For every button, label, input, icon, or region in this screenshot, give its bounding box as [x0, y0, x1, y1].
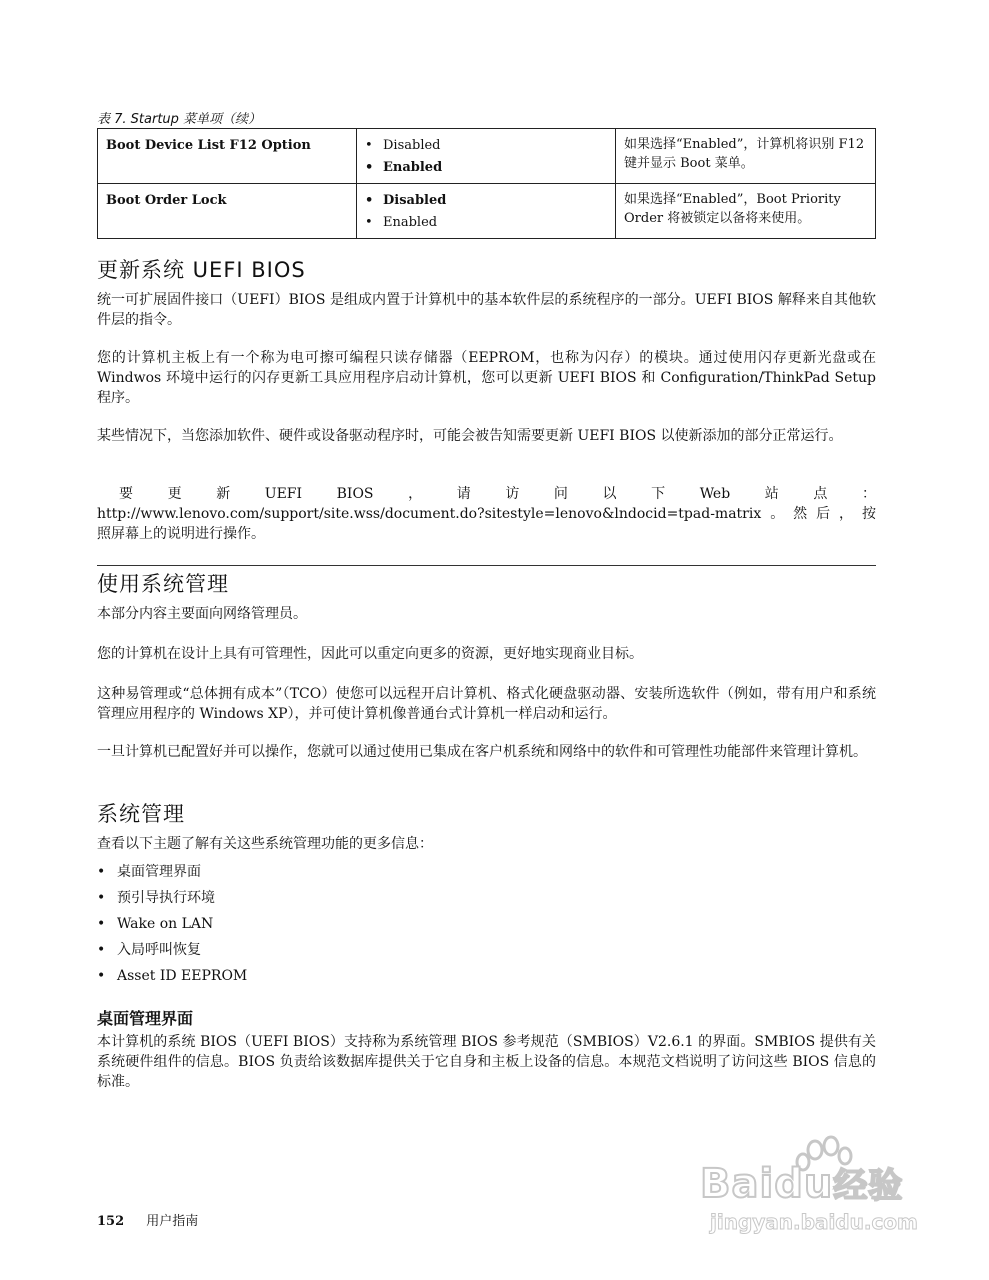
bullet-icon: •: [97, 942, 106, 958]
section-title-sysmgmt: 系统管理: [97, 802, 185, 826]
paragraph: 查看以下主题了解有关这些系统管理功能的更多信息：: [97, 836, 433, 852]
justified-line: http://www.lenovo.com/support/site.wss/document.do?sitestyle=lenovo&lndocid=tpad-matrix 。 然 后 ， 按: [97, 506, 876, 522]
topic-list: [97, 862, 247, 992]
section-title-manage: 使用系统管理: [97, 572, 229, 596]
support-url[interactable]: http://www.lenovo.com/support/site.wss/document.do?sitestyle=lenovo&lndocid=tpad-matrix: [97, 506, 762, 522]
setting-description: 如果选择“Enabled”，Boot Priority Order 将被锁定以备将来使用。: [616, 184, 876, 239]
paragraph: 本计算机的系统 BIOS（UEFI BIOS）支持称为系统管理 BIOS 参考规范（SMBIOS）V2.6.1 的界面。SMBIOS 提供有关系统硬件组件的信息。BIOS 负责给该数据库提供关于它自身和主板上设备的信息。本规范文档说明了访问这些 BIOS 信息的标准。: [97, 1034, 876, 1090]
paragraph: 本部分内容主要面向网络管理员。: [97, 606, 307, 622]
list-item[interactable]: • 入局呼叫恢复: [97, 942, 201, 958]
table-row: [98, 184, 876, 239]
subsection-title-dmi: 桌面管理界面: [97, 1009, 194, 1028]
option-item-default: • Disabled: [365, 190, 607, 212]
watermark-suffix: 经验: [833, 1166, 904, 1206]
option-item: • Enabled: [365, 212, 607, 234]
watermark-brand: Baidu: [700, 1161, 834, 1207]
bullet-icon: •: [365, 138, 373, 153]
list-item[interactable]: • 预引导执行环境: [97, 890, 215, 906]
baidu-watermark: [700, 1130, 940, 1240]
bullet-icon: •: [365, 193, 374, 208]
bullet-icon: •: [97, 916, 106, 932]
list-item[interactable]: • Asset ID EEPROM: [97, 968, 248, 984]
paragraph: 您的计算机主板上有一个称为电可擦可编程只读存储器（EEPROM，也称为闪存）的模块。通过使用闪存更新光盘或在 Windwos 环境中运行的闪存更新工具应用程序启动计算机，您可以更新 UEFI BIOS 和 Configuration/ThinkPad Setup 程序。: [97, 350, 876, 406]
option-item: • Disabled: [365, 135, 607, 157]
setting-description: 如果选择“Enabled”，计算机将识别 F12 键并显示 Boot 菜单。: [616, 129, 876, 184]
setting-options: [357, 184, 616, 239]
bullet-icon: •: [97, 864, 106, 880]
section-divider: [97, 565, 876, 566]
paragraph: 统一可扩展固件接口（UEFI）BIOS 是组成内置于计算机中的基本软件层的系统程序的一部分。UEFI BIOS 解释来自其他软件层的指令。: [97, 292, 876, 328]
startup-menu-table: [97, 128, 876, 239]
paragraph-update-link: [97, 484, 876, 544]
setting-options: [357, 129, 616, 184]
bullet-icon: •: [97, 968, 106, 984]
page-footer: [97, 1210, 198, 1229]
bullet-icon: •: [365, 215, 373, 230]
watermark-url: jingyan.baidu.com: [710, 1210, 918, 1234]
page-number: 152: [97, 1214, 125, 1229]
justified-line: 要 更 新 UEFI BIOS ， 请 访 问 以 下 Web 站 点 ：: [119, 486, 876, 502]
list-item[interactable]: • 桌面管理界面: [97, 864, 201, 880]
bullet-icon: •: [97, 890, 106, 906]
paragraph: 您的计算机在设计上具有可管理性，因此可以重定向更多的资源，更好地实现商业目标。: [97, 646, 643, 662]
option-item-default: • Enabled: [365, 157, 607, 179]
table-row: [98, 129, 876, 184]
document-title: 用户指南: [146, 1214, 199, 1229]
paragraph: 某些情况下，当您添加软件、硬件或设备驱动程序时，可能会被告知需要更新 UEFI BIOS 以使新添加的部分正常运行。: [97, 428, 843, 444]
paragraph: 一旦计算机已配置好并可以操作，您就可以通过使用已集成在客户机系统和网络中的软件和可管理性功能部件来管理计算机。: [97, 744, 867, 760]
paragraph-end: 照屏幕上的说明进行操作。: [97, 526, 265, 542]
list-item[interactable]: • Wake on LAN: [97, 916, 214, 932]
section-title-uefi: 更新系统 UEFI BIOS: [97, 258, 306, 282]
setting-name: Boot Order Lock: [98, 184, 357, 239]
setting-name: Boot Device List F12 Option: [98, 129, 357, 184]
table-caption: 表 7. Startup 菜单项（续）: [97, 112, 262, 127]
paragraph: 这种易管理或“总体拥有成本”（TCO）使您可以远程开启计算机、格式化硬盘驱动器、安装所选软件（例如，带有用户和系统管理应用程序的 Windows XP），并可使计算机像普通台式计算机一样启动和运行。: [97, 686, 876, 722]
bullet-icon: •: [365, 160, 374, 175]
